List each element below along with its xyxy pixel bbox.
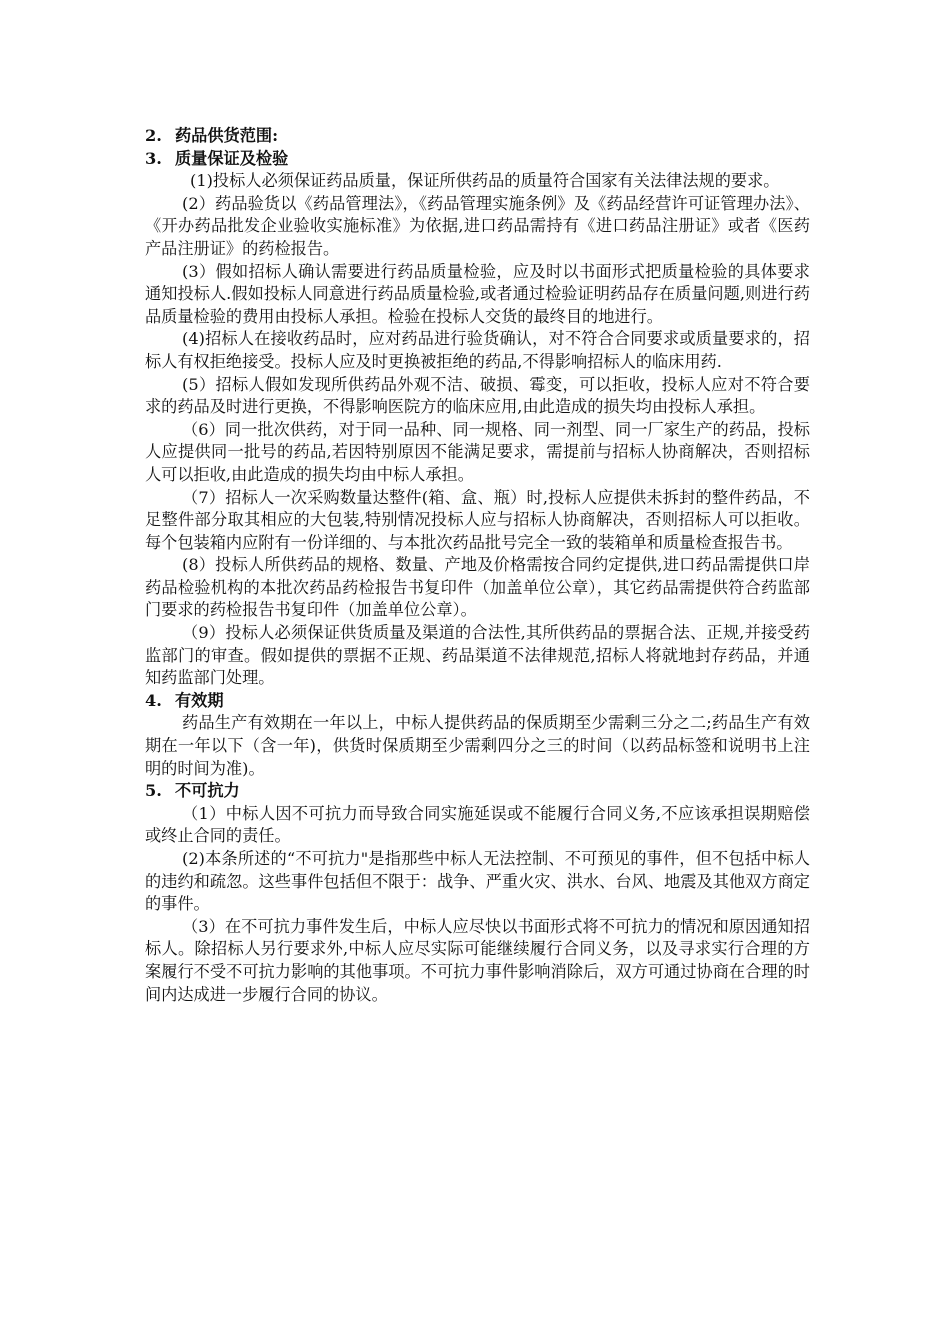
paragraph-3-1: (1)投标人必须保证药品质量，保证所供药品的质量符合国家有关法律法规的要求。 (190, 171, 780, 191)
section-heading-4: 4. 有效期 (145, 690, 224, 710)
paragraph-4-1: 药品生产有效期在一年以上，中标人提供药品的保质期至少需剩三分之二;药品生产有效期在一年以下（含一年)，供货时保质期至少需剩四分之三的时间（以药品标签和说明书上注明的时间为准)。 (145, 713, 810, 778)
paragraph-3-6: （6）同一批次供药，对于同一品种、同一规格、同一剂型、同一厂家生产的药品，投标人应提供同一批号的药品,若因特别原因不能满足要求，需提前与招标人协商解决，否则招标人可以拒收,由此造成的损失均由中标人承担。 (145, 419, 810, 484)
paragraph-3-5: (5）招标人假如发现所供药品外观不洁、破损、霉变，可以拒收，投标人应对不符合要求的药品及时进行更换，不得影响医院方的临床应用,由此造成的损失均由投标人承担。 (145, 374, 810, 417)
paragraph-3-8: (8）投标人所供药品的规格、数量、产地及价格需按合同约定提供,进口药品需提供口岸药品检验机构的本批次药品药检报告书复印件（加盖单位公章），其它药品需提供符合药监部门要求的药检报告书复印件（加盖单位公章）。 (145, 555, 810, 620)
paragraph-3-9: （9）投标人必须保证供货质量及渠道的合法性,其所供药品的票据合法、正规,并接受药监部门的审查。假如提供的票据不正规、药品渠道不法律规范,招标人将就地封存药品，并通知药监部门处理。 (145, 623, 810, 688)
paragraph-3-7: （7）招标人一次采购数量达整件(箱、盒、瓶）时,投标人应提供未拆封的整件药品，不足整件部分取其相应的大包装,特别情况投标人应与招标人协商解决，否则招标人可以拒收。每个包装箱内应附有一份详细的、与本批次药品批号完全一致的装箱单和质量检查报告书。 (145, 487, 810, 552)
paragraph-3-4: (4)招标人在接收药品时，应对药品进行验货确认，对不符合合同要求或质量要求的，招标人有权拒绝接受。投标人应及时更换被拒绝的药品,不得影响招标人的临床用药. (145, 329, 810, 371)
document-body (145, 125, 810, 1006)
paragraph-3-3: (3）假如招标人确认需要进行药品质量检验，应及时以书面形式把质量检验的具体要求通知投标人.假如投标人同意进行药品质量检验,或者通过检验证明药品存在质量问题,则进行药品质量检验的费用由投标人承担。检验在投标人交货的最终目的地进行。 (145, 261, 810, 326)
paragraph-5-3: （3）在不可抗力事件发生后，中标人应尽快以书面形式将不可抗力的情况和原因通知招标人。除招标人另行要求外,中标人应尽实际可能继续履行合同义务，以及寻求实行合理的方案履行不受不可抗力影响的其他事项。不可抗力事件影响消除后，双方可通过协商在合理的时间内达成进一步履行合同的协议。 (145, 916, 810, 1004)
paragraph-3-2: (2）药品验货以《药品管理法》，《药品管理实施条例》及《药品经营许可证管理办法》、《开办药品批发企业验收实施标准》为依据,进口药品需持有《进口药品注册证》或者《医药产品注册证》的药检报告。 (145, 193, 810, 258)
paragraph-5-1: （1）中标人因不可抗力而导致合同实施延误或不能履行合同义务,不应该承担误期赔偿或终止合同的责任。 (145, 803, 810, 846)
section-heading-3: 3. 质量保证及检验 (145, 148, 289, 168)
paragraph-5-2: (2)本条所述的“不可抗力"是指那些中标人无法控制、不可预见的事件，但不包括中标人的违约和疏忽。这些事件包括但不限于：战争、严重火灾、洪水、台风、地震及其他双方商定的事件。 (145, 849, 810, 914)
section-heading-5: 5. 不可抗力 (145, 781, 240, 801)
section-heading-2: 2. 药品供货范围: (145, 126, 279, 145)
